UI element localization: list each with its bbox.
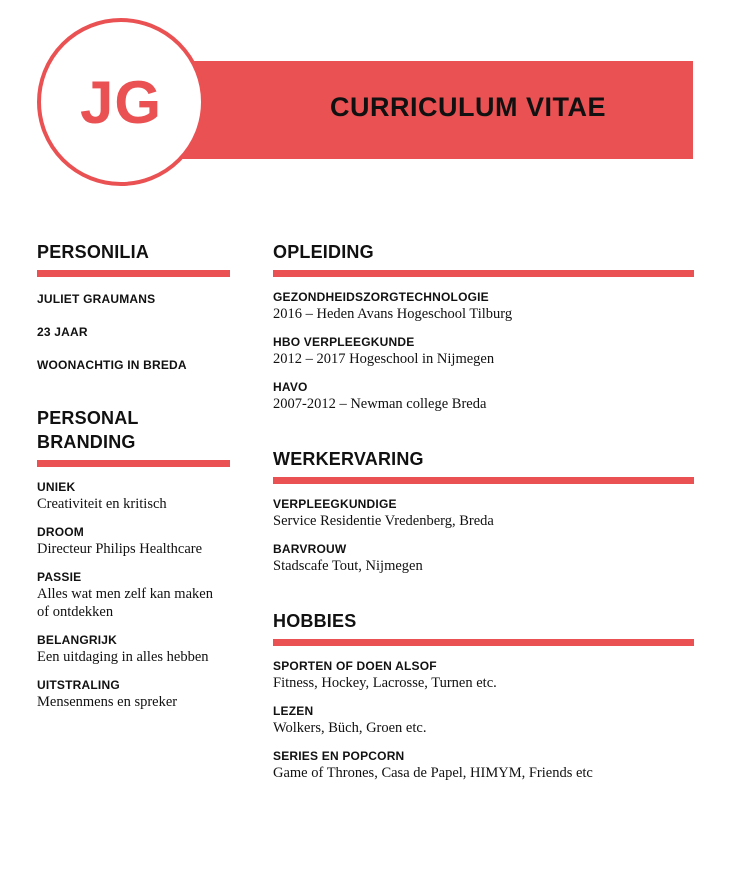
item-label: SERIES EN POPCORN <box>273 749 405 763</box>
section-title-line-1: PERSONAL <box>37 408 139 428</box>
item-label: BELANGRIJK <box>37 633 118 647</box>
list-item <box>37 525 230 558</box>
personal-residence: WOONACHTIG IN BREDA <box>37 358 187 372</box>
section-hobbies <box>273 609 694 782</box>
personal-age: 23 JAAR <box>37 325 88 339</box>
right-column <box>273 240 694 782</box>
item-text: Stadscafe Tout, Nijmegen <box>273 558 423 574</box>
section-opleiding <box>273 240 694 413</box>
list-item <box>273 704 694 737</box>
item-text: Game of Thrones, Casa de Papel, HIMYM, Friends etc <box>273 765 593 781</box>
item-label: VERPLEEGKUNDIGE <box>273 497 397 511</box>
item-text-line-2: of ontdekken <box>37 604 114 620</box>
list-item <box>273 380 694 413</box>
item-text: Directeur Philips Healthcare <box>37 541 203 557</box>
list-item <box>273 335 694 368</box>
item-text: Een uitdaging in alles hebben <box>37 649 209 665</box>
list-item <box>273 542 694 575</box>
item-label: HAVO <box>273 380 308 394</box>
section-divider <box>37 270 230 277</box>
item-label: SPORTEN OF DOEN ALSOF <box>273 659 437 673</box>
list-item <box>37 570 230 621</box>
section-divider <box>37 460 230 467</box>
section-title: WERKERVARING <box>273 449 424 469</box>
item-text: Service Residentie Vredenberg, Breda <box>273 513 494 529</box>
list-item <box>273 659 694 692</box>
section-title: HOBBIES <box>273 611 357 631</box>
section-werkervaring <box>273 447 694 575</box>
item-label: BARVROUW <box>273 542 347 556</box>
item-text: Wolkers, Büch, Groen etc. <box>273 720 427 736</box>
section-divider <box>273 477 694 484</box>
left-column <box>37 240 230 711</box>
item-text: 2012 – 2017 Hogeschool in Nijmegen <box>273 351 495 367</box>
section-personalia <box>37 240 230 373</box>
list-item <box>37 480 230 513</box>
personal-name: JULIET GRAUMANS <box>37 292 156 306</box>
item-text: 2007-2012 – Newman college Breda <box>273 396 487 412</box>
section-title: PERSONILIA <box>37 242 150 262</box>
section-divider <box>273 270 694 277</box>
list-item <box>273 749 694 782</box>
item-text-line-1: Alles wat men zelf kan maken <box>37 586 213 602</box>
section-title-line-2: BRANDING <box>37 432 136 452</box>
item-label: PASSIE <box>37 570 82 584</box>
item-label: UNIEK <box>37 480 76 494</box>
list-item <box>273 290 694 323</box>
section-title: OPLEIDING <box>273 242 374 262</box>
item-text: 2016 – Heden Avans Hogeschool Tilburg <box>273 306 513 322</box>
list-item <box>273 497 694 530</box>
item-text: Mensenmens en spreker <box>37 694 178 710</box>
item-label: GEZONDHEIDSZORGTECHNOLOGIE <box>273 290 489 304</box>
item-text: Creativiteit en kritisch <box>37 496 167 512</box>
item-label: DROOM <box>37 525 84 539</box>
list-item <box>37 678 230 711</box>
section-personal-branding <box>37 406 230 711</box>
item-label: UITSTRALING <box>37 678 120 692</box>
item-label: LEZEN <box>273 704 314 718</box>
section-divider <box>273 639 694 646</box>
list-item <box>37 633 230 666</box>
page-title: CURRICULUM VITAE <box>330 92 606 122</box>
monogram-initials: JG <box>79 68 163 136</box>
item-text: Fitness, Hockey, Lacrosse, Turnen etc. <box>273 675 497 691</box>
item-label: HBO VERPLEEGKUNDE <box>273 335 415 349</box>
